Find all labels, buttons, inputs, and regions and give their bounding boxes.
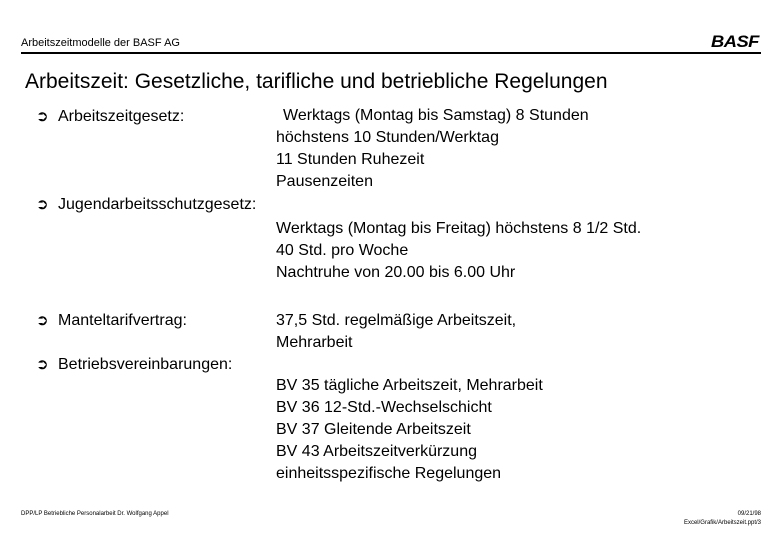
section-label: Arbeitszeitgesetz: xyxy=(58,108,185,125)
section-manteltarifvertrag xyxy=(36,311,187,331)
section-items-betriebsvereinbarungen xyxy=(276,375,543,485)
right-arrow-icon: ➲ xyxy=(36,196,49,213)
footer-date: 09/21/98 xyxy=(737,511,761,517)
section-arbeitszeitgesetz xyxy=(36,107,184,127)
detail-line: Mehrarbeit xyxy=(276,334,353,351)
detail-line: Pausenzeiten xyxy=(276,173,373,190)
detail-line: BV 37 Gleitende Arbeitszeit xyxy=(276,421,471,438)
detail-line: einheitsspezifische Regelungen xyxy=(276,465,502,482)
footer-file: Excel/Grafik/Arbeitszeit.ppt/3 xyxy=(683,520,761,526)
detail-line: höchstens 10 Stunden/Werktag xyxy=(276,129,499,146)
section-betriebsvereinbarungen xyxy=(36,355,232,375)
detail-line: Werktags (Montag bis Samstag) 8 Stunden xyxy=(283,107,589,124)
detail-line: BV 35 tägliche Arbeitszeit, Mehrarbeit xyxy=(276,377,543,394)
detail-line: Werktags (Montag bis Freitag) höchstens 8 1/2 Std. xyxy=(276,220,642,237)
section-items-jugendarbeitsschutzgesetz xyxy=(276,218,641,284)
basf-logo: BASF xyxy=(711,32,759,51)
header-divider xyxy=(21,52,761,54)
right-arrow-icon: ➲ xyxy=(36,312,49,329)
right-arrow-icon: ➲ xyxy=(36,356,49,373)
header-title: Arbeitszeitmodelle der BASF AG xyxy=(21,37,180,49)
detail-line: BV 43 Arbeitszeitverkürzung xyxy=(276,443,477,460)
section-items-arbeitszeitgesetz xyxy=(276,127,499,193)
detail-line: 37,5 Std. regelmäßige Arbeitszeit, xyxy=(276,312,517,329)
footer-meta xyxy=(684,510,761,528)
footer-author: DPP/LP Betriebliche Personalarbeit Dr. Wolfgang Appel xyxy=(21,511,169,517)
section-label: Manteltarifvertrag: xyxy=(58,312,187,329)
section-label: Betriebsvereinbarungen: xyxy=(58,356,233,373)
section-label: Jugendarbeitsschutzgesetz: xyxy=(58,196,257,213)
detail-line: BV 36 12-Std.-Wechselschicht xyxy=(276,399,492,416)
detail-line: 11 Stunden Ruhezeit xyxy=(276,151,425,168)
detail-line: Nachtruhe von 20.00 bis 6.00 Uhr xyxy=(276,264,516,281)
section-items-manteltarifvertrag xyxy=(276,310,516,354)
right-arrow-icon: ➲ xyxy=(36,108,49,125)
section-jugendarbeitsschutzgesetz xyxy=(36,195,256,215)
detail-line: 40 Std. pro Woche xyxy=(276,242,409,259)
page-title: Arbeitszeit: Gesetzliche, tarifliche und betriebliche Regelungen xyxy=(25,70,608,93)
